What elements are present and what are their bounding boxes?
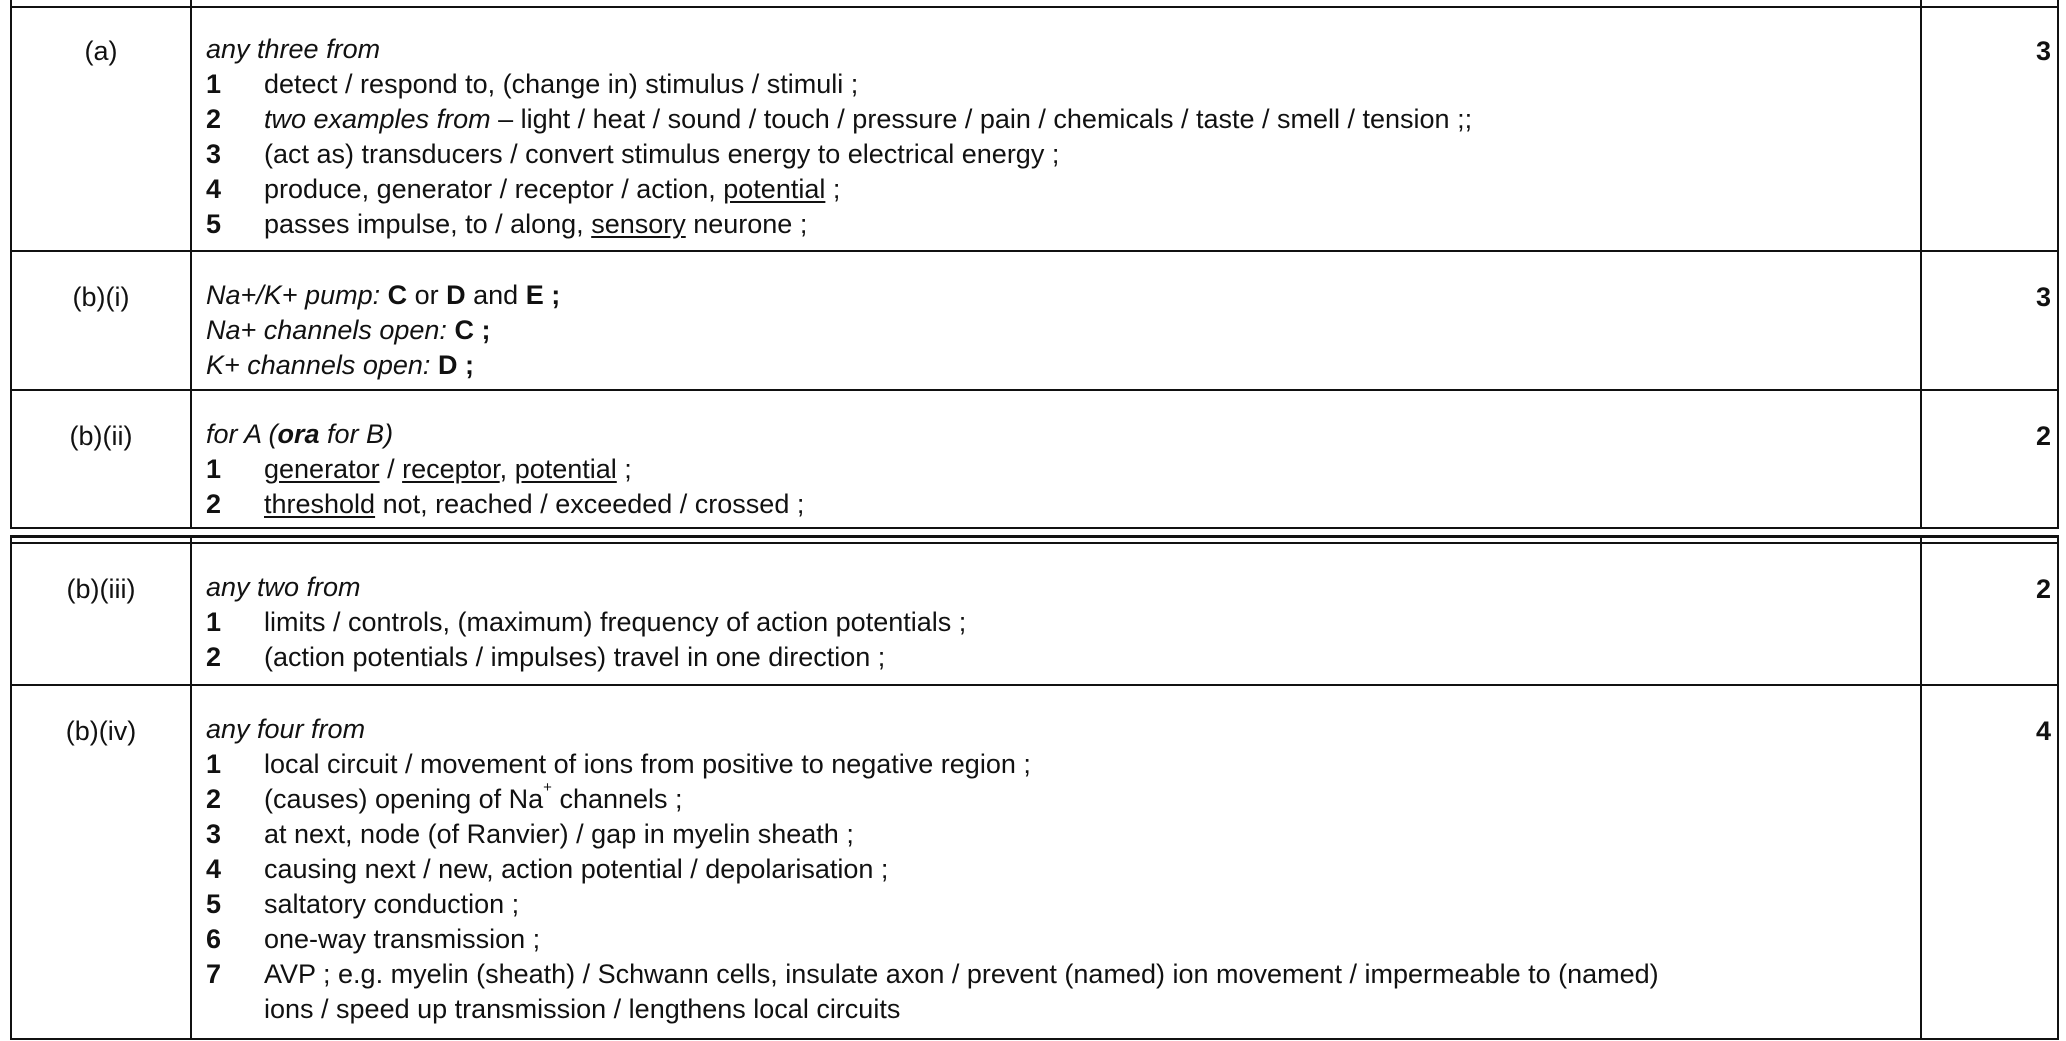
intro-text: any three from (206, 34, 381, 64)
question-number: (a) (84, 36, 118, 66)
point-2: 2 two examples from – light / heat / sound / touch / pressure / pain / chemicals / taste / smell / tension ;; (206, 104, 1473, 134)
point-4: 4 causing next / new, action potential / depolarisation ; (206, 854, 889, 884)
marks-value: 4 (2035, 716, 2051, 746)
point-2: 2 (action potentials / impulses) travel in one direction ; (206, 642, 886, 672)
point-1: 1 limits / controls, (maximum) frequency of action potentials ; (206, 607, 967, 637)
row-b-ii (12, 391, 2057, 527)
point-6: 6 one-way transmission ; (206, 924, 541, 954)
point-5: 5 passes impulse, to / along, sensory neurone ; (206, 209, 808, 239)
point-1: 1 generator / receptor, potential ; (206, 454, 632, 484)
marks-value: 2 (2035, 421, 2051, 451)
mark-scheme-table-top (10, 0, 2059, 529)
point-5: 5 saltatory conduction ; (206, 889, 520, 919)
point-3: 3 (act as) transducers / convert stimulus energy to electrical energy ; (206, 139, 1060, 169)
intro-text: any four from (206, 714, 366, 744)
intro-text: any two from (206, 572, 361, 602)
marks-value: 3 (2035, 36, 2051, 66)
point-2: 2 (causes) opening of Na+ channels ; (206, 779, 683, 814)
row-b-iv (12, 686, 2057, 1036)
point-4: 4 produce, generator / receptor / action, potential ; (206, 174, 841, 204)
intro-text: for A (ora for B) (206, 419, 394, 449)
row-a (12, 6, 2057, 250)
answer-line: Na+/K+ pump: C or D and E ; (206, 280, 561, 310)
question-number: (b)(i) (72, 282, 130, 312)
marks-value: 3 (2035, 282, 2051, 312)
answer-cell (206, 278, 1877, 383)
point-1: 1 local circuit / movement of ions from positive to negative region ; (206, 749, 1031, 779)
point-7: 7 AVP ; e.g. myelin (sheath) / Schwann cells, insulate axon / prevent (named) ion movement / impermeable to (named) (206, 959, 1659, 989)
point-7-continuation: ions / speed up transmission / lengthens local circuits (264, 994, 901, 1024)
question-number: (b)(iii) (66, 574, 136, 604)
question-number: (b)(iv) (65, 716, 137, 746)
row-b-iii (12, 544, 2057, 684)
point-2: 2 threshold not, reached / exceeded / crossed ; (206, 489, 805, 519)
marks-value: 2 (2035, 574, 2051, 604)
answer-line: Na+ channels open: C ; (206, 315, 491, 345)
row-b-i (12, 252, 2057, 389)
answer-cell (206, 32, 1877, 242)
answer-cell (206, 417, 1877, 522)
question-number: (b)(ii) (69, 421, 133, 451)
point-3: 3 at next, node (of Ranvier) / gap in myelin sheath ; (206, 819, 854, 849)
answer-cell (206, 712, 1877, 1027)
answer-cell (206, 570, 1877, 675)
mark-scheme-table-bottom (10, 535, 2059, 1040)
point-1: 1 detect / respond to, (change in) stimulus / stimuli ; (206, 69, 859, 99)
answer-line: K+ channels open: D ; (206, 350, 474, 380)
